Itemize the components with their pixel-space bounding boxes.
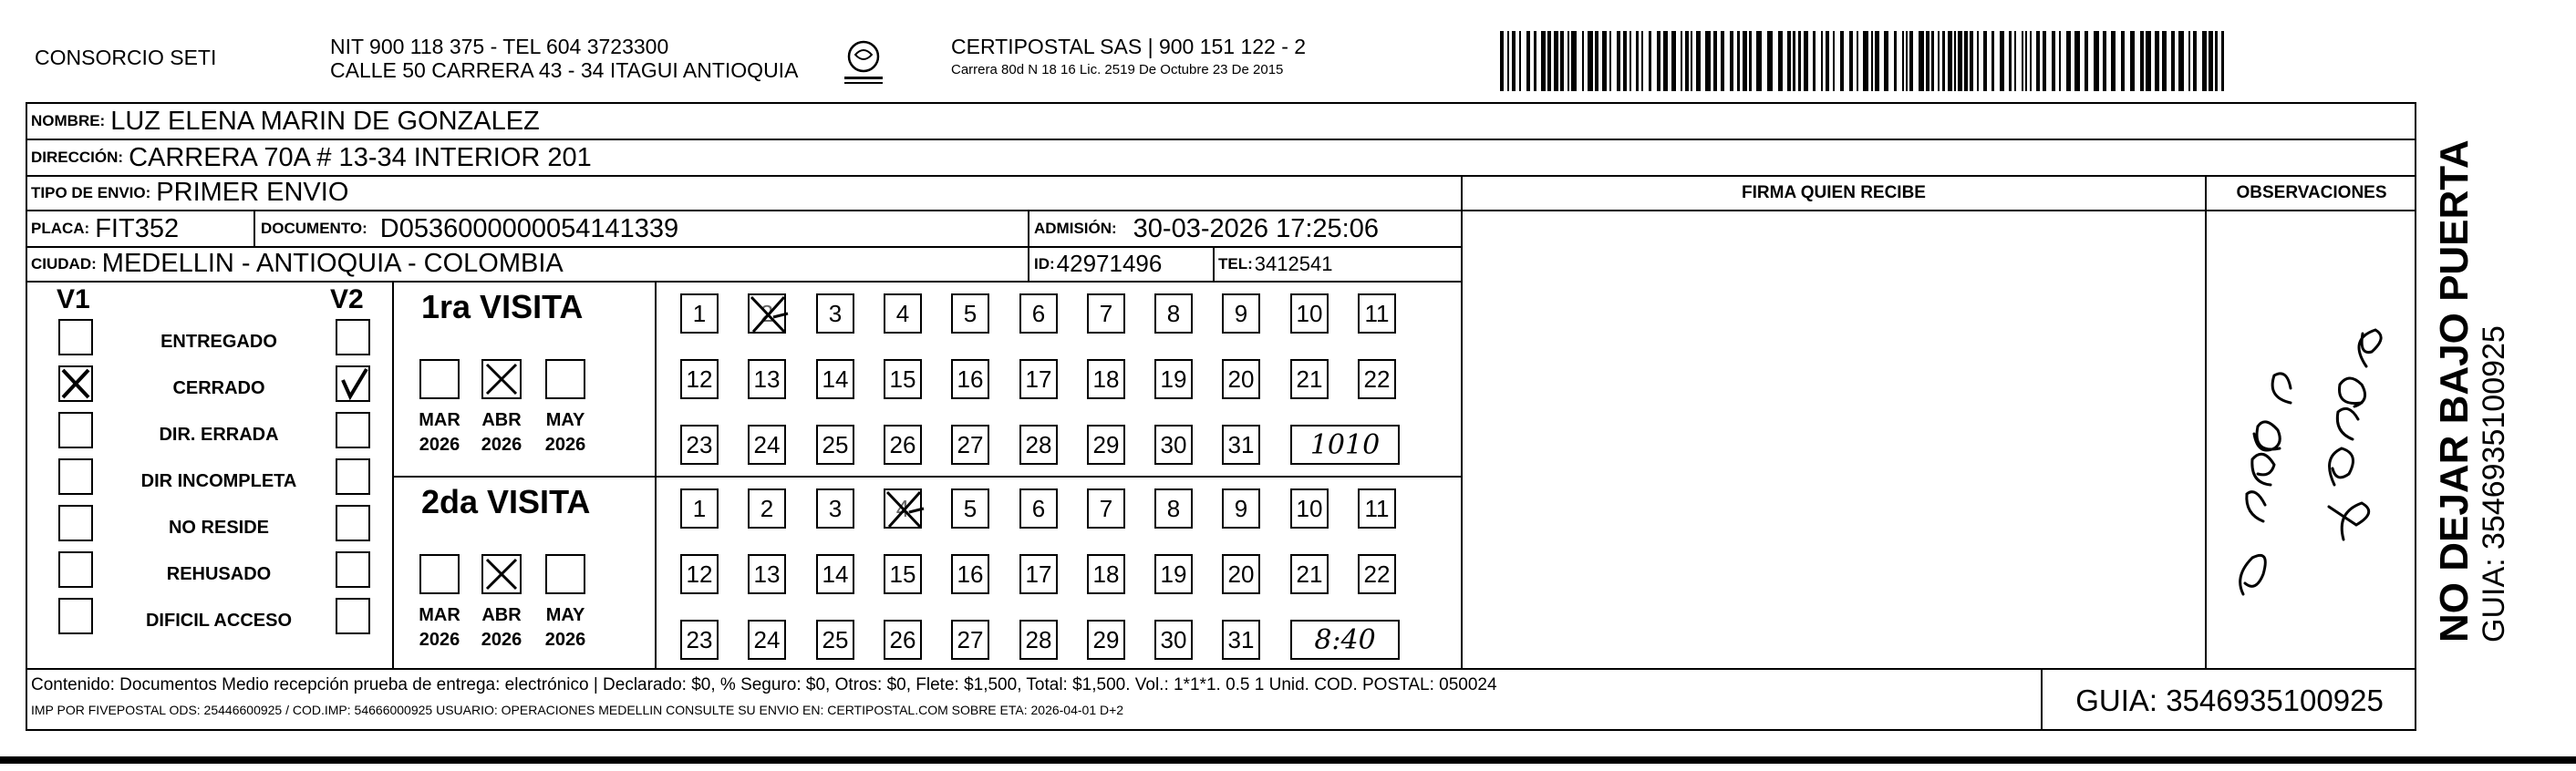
month-checkbox-may[interactable] [545,359,585,399]
side-warning [2433,139,2511,642]
admision-value: 30-03-2026 17:25:06 [1133,213,1379,243]
id-cell [1034,247,1162,281]
month-checkbox-abr[interactable] [481,554,522,594]
day-cell-4[interactable]: 4 [884,488,922,529]
tel-value: 3412541 [1254,252,1333,275]
observaciones-header: OBSERVACIONES [2236,182,2387,202]
day-cell-3[interactable]: 3 [816,488,854,529]
month-checkbox-abr[interactable] [481,359,522,399]
day-cell-1[interactable]: 1 [680,488,719,529]
day-cell-23[interactable]: 23 [680,425,719,465]
side-warning-line1: NO DEJAR BAJO PUERTA [2432,139,2477,642]
direccion-value: CARRERA 70A # 13-34 INTERIOR 201 [129,142,592,172]
day-cell-6[interactable]: 6 [1019,488,1058,529]
placa-cell [31,211,179,246]
id-label: ID: [1034,254,1055,272]
id-value: 42971496 [1056,250,1163,277]
day-cell-7[interactable]: 7 [1087,488,1125,529]
day-cell-17[interactable]: 17 [1019,359,1058,399]
day-cell-3[interactable]: 3 [816,293,854,334]
firma-header: FIRMA QUIEN RECIBE [1742,182,1926,202]
barcode [1500,31,2229,91]
day-cross-mark-icon [884,488,926,530]
day-cell-13[interactable]: 13 [748,554,786,594]
day-cell-24[interactable]: 24 [748,425,786,465]
status-label: DIR. ERRADA [159,425,279,445]
barcode-icon [1500,31,2229,91]
day-cell-8[interactable]: 8 [1154,293,1193,334]
side-warning-line2: GUIA: 3546935100925 [2477,325,2511,642]
day-cross-mark-icon [748,293,790,335]
visit-hour-box[interactable]: 8:40 [1290,620,1400,660]
day-cell-11[interactable]: 11 [1358,293,1396,334]
tipo-value: PRIMER ENVIO [156,178,349,207]
day-cell-27[interactable]: 27 [951,620,989,660]
tel-cell [1218,247,1332,281]
day-cell-13[interactable]: 13 [748,359,786,399]
day-cell-17[interactable]: 17 [1019,554,1058,594]
day-cell-15[interactable]: 15 [884,359,922,399]
ciudad-value: MEDELLIN - ANTIOQUIA - COLOMBIA [101,249,564,278]
day-cell-29[interactable]: 29 [1087,620,1125,660]
month-label: ABR 2026 [481,410,522,455]
documento-value: D0536000000054141339 [379,213,679,243]
visit-title: 1ra VISITA [421,288,584,325]
day-cell-7[interactable]: 7 [1087,293,1125,334]
month-label: MAR 2026 [419,410,460,455]
day-cell-14[interactable]: 14 [816,359,854,399]
day-cell-22[interactable]: 22 [1358,359,1396,399]
day-cell-18[interactable]: 18 [1087,359,1125,399]
day-cell-2[interactable]: 2 [748,488,786,529]
day-cell-5[interactable]: 5 [951,488,989,529]
day-cell-29[interactable]: 29 [1087,425,1125,465]
company-name: CONSORCIO SETI [35,46,217,69]
placa-label: PLACA: [31,220,90,237]
day-cell-21[interactable]: 21 [1290,359,1329,399]
tel-label: TEL: [1218,254,1253,272]
day-cell-2[interactable]: 2 [748,293,786,334]
address-line: CALLE 50 CARRERA 43 - 34 ITAGUI ANTIOQUIA [330,58,799,82]
day-cell-14[interactable]: 14 [816,554,854,594]
day-cell-11[interactable]: 11 [1358,488,1396,529]
month-label: MAY 2026 [544,605,586,650]
month-checkbox-may[interactable] [545,554,585,594]
direccion-label: DIRECCIÓN: [31,149,124,166]
day-cell-15[interactable]: 15 [884,554,922,594]
footer-guia: GUIA: 3546935100925 [2075,683,2384,717]
status-label: DIR INCOMPLETA [140,471,297,491]
day-cell-19[interactable]: 19 [1154,359,1193,399]
bottom-edge [0,756,2576,764]
day-cell-28[interactable]: 28 [1019,620,1058,660]
footer-line1: Contenido: Documentos Medio recepción prueba de entrega: electrónico | Declarado: $0, % Seguro: $0, Otros: $0, Flete: $1,500, Total: $1,500. Vol.: 1*1*1. 0.5 1 Unid. COD. POSTAL: 050024 [31,675,1497,694]
nit-line: NIT 900 118 375 - TEL 604 3723300 [330,35,669,58]
documento-label: DOCUMENTO: [261,220,367,237]
day-cell-10[interactable]: 10 [1290,293,1329,334]
day-cell-25[interactable]: 25 [816,620,854,660]
day-cell-28[interactable]: 28 [1019,425,1058,465]
license-line: Carrera 80d N 18 16 Lic. 2519 De Octubre 23 De 2015 [951,62,1284,77]
day-cell-27[interactable]: 27 [951,425,989,465]
month-checkbox-mar[interactable] [419,359,460,399]
day-cell-1[interactable]: 1 [680,293,719,334]
status-label: NO RESIDE [168,518,270,538]
month-checkbox-mar[interactable] [419,554,460,594]
visit-title: 2da VISITA [421,483,591,520]
footer-line2: IMP POR FIVEPOSTAL ODS: 25446600925 / COD.IMP: 54666000925 USUARIO: OPERACIONES MEDELLIN CONSULTE SU ENVIO EN: CERTIPOSTAL.COM SOBRE ETA: 2026-04-01 D+2 [31,703,1124,717]
day-cell-5[interactable]: 5 [951,293,989,334]
day-cell-21[interactable]: 21 [1290,554,1329,594]
day-cell-25[interactable]: 25 [816,425,854,465]
certipostal-logo-icon [837,36,890,89]
day-cell-10[interactable]: 10 [1290,488,1329,529]
nombre-value: LUZ ELENA MARIN DE GONZALEZ [110,106,540,136]
nombre-row [31,104,540,139]
day-cell-9[interactable]: 9 [1222,488,1260,529]
day-cell-26[interactable]: 26 [884,620,922,660]
day-cell-9[interactable]: 9 [1222,293,1260,334]
month-label: MAR 2026 [419,605,460,650]
day-cell-20[interactable]: 20 [1222,359,1260,399]
month-label: MAY 2026 [544,410,586,455]
day-cell-8[interactable]: 8 [1154,488,1193,529]
admision-label: ADMISIÓN: [1034,220,1117,237]
day-cell-23[interactable]: 23 [680,620,719,660]
day-cell-26[interactable]: 26 [884,425,922,465]
placa-value: FIT352 [95,213,180,243]
observaciones-note [2207,211,2416,667]
status-label: DIFICIL ACCESO [145,611,292,631]
ciudad-cell [31,247,564,281]
status-label: CERRADO [172,378,265,398]
month-label: ABR 2026 [481,605,522,650]
firma-area [1463,211,2205,667]
day-cell-6[interactable]: 6 [1019,293,1058,334]
day-cell-20[interactable]: 20 [1222,554,1260,594]
direccion-row [31,140,592,175]
day-cell-22[interactable]: 22 [1358,554,1396,594]
status-label: ENTREGADO [160,332,277,352]
documento-cell [261,211,678,246]
day-cell-16[interactable]: 16 [951,359,989,399]
day-cell-18[interactable]: 18 [1087,554,1125,594]
v2-header: V2 [330,284,364,314]
day-cell-31[interactable]: 31 [1222,620,1260,660]
v1-header: V1 [57,284,90,314]
certipostal-logo [837,36,890,89]
visit-hour-box[interactable]: 1010 [1290,425,1400,465]
ciudad-label: CIUDAD: [31,254,97,272]
day-cell-4[interactable]: 4 [884,293,922,334]
day-cell-19[interactable]: 19 [1154,554,1193,594]
status-label: REHUSADO [166,564,272,584]
day-cell-12[interactable]: 12 [680,359,719,399]
day-cell-16[interactable]: 16 [951,554,989,594]
day-cell-24[interactable]: 24 [748,620,786,660]
admision-cell [1034,211,1379,246]
nombre-label: NOMBRE: [31,112,106,129]
tipo-row [31,176,348,210]
handwritten-note-icon [2207,211,2416,667]
day-cell-30[interactable]: 30 [1154,620,1193,660]
courier-line: CERTIPOSTAL SAS | 900 151 122 - 2 [951,35,1307,58]
day-cell-31[interactable]: 31 [1222,425,1260,465]
day-cell-12[interactable]: 12 [680,554,719,594]
day-cell-30[interactable]: 30 [1154,425,1193,465]
tipo-label: TIPO DE ENVIO: [31,183,151,201]
